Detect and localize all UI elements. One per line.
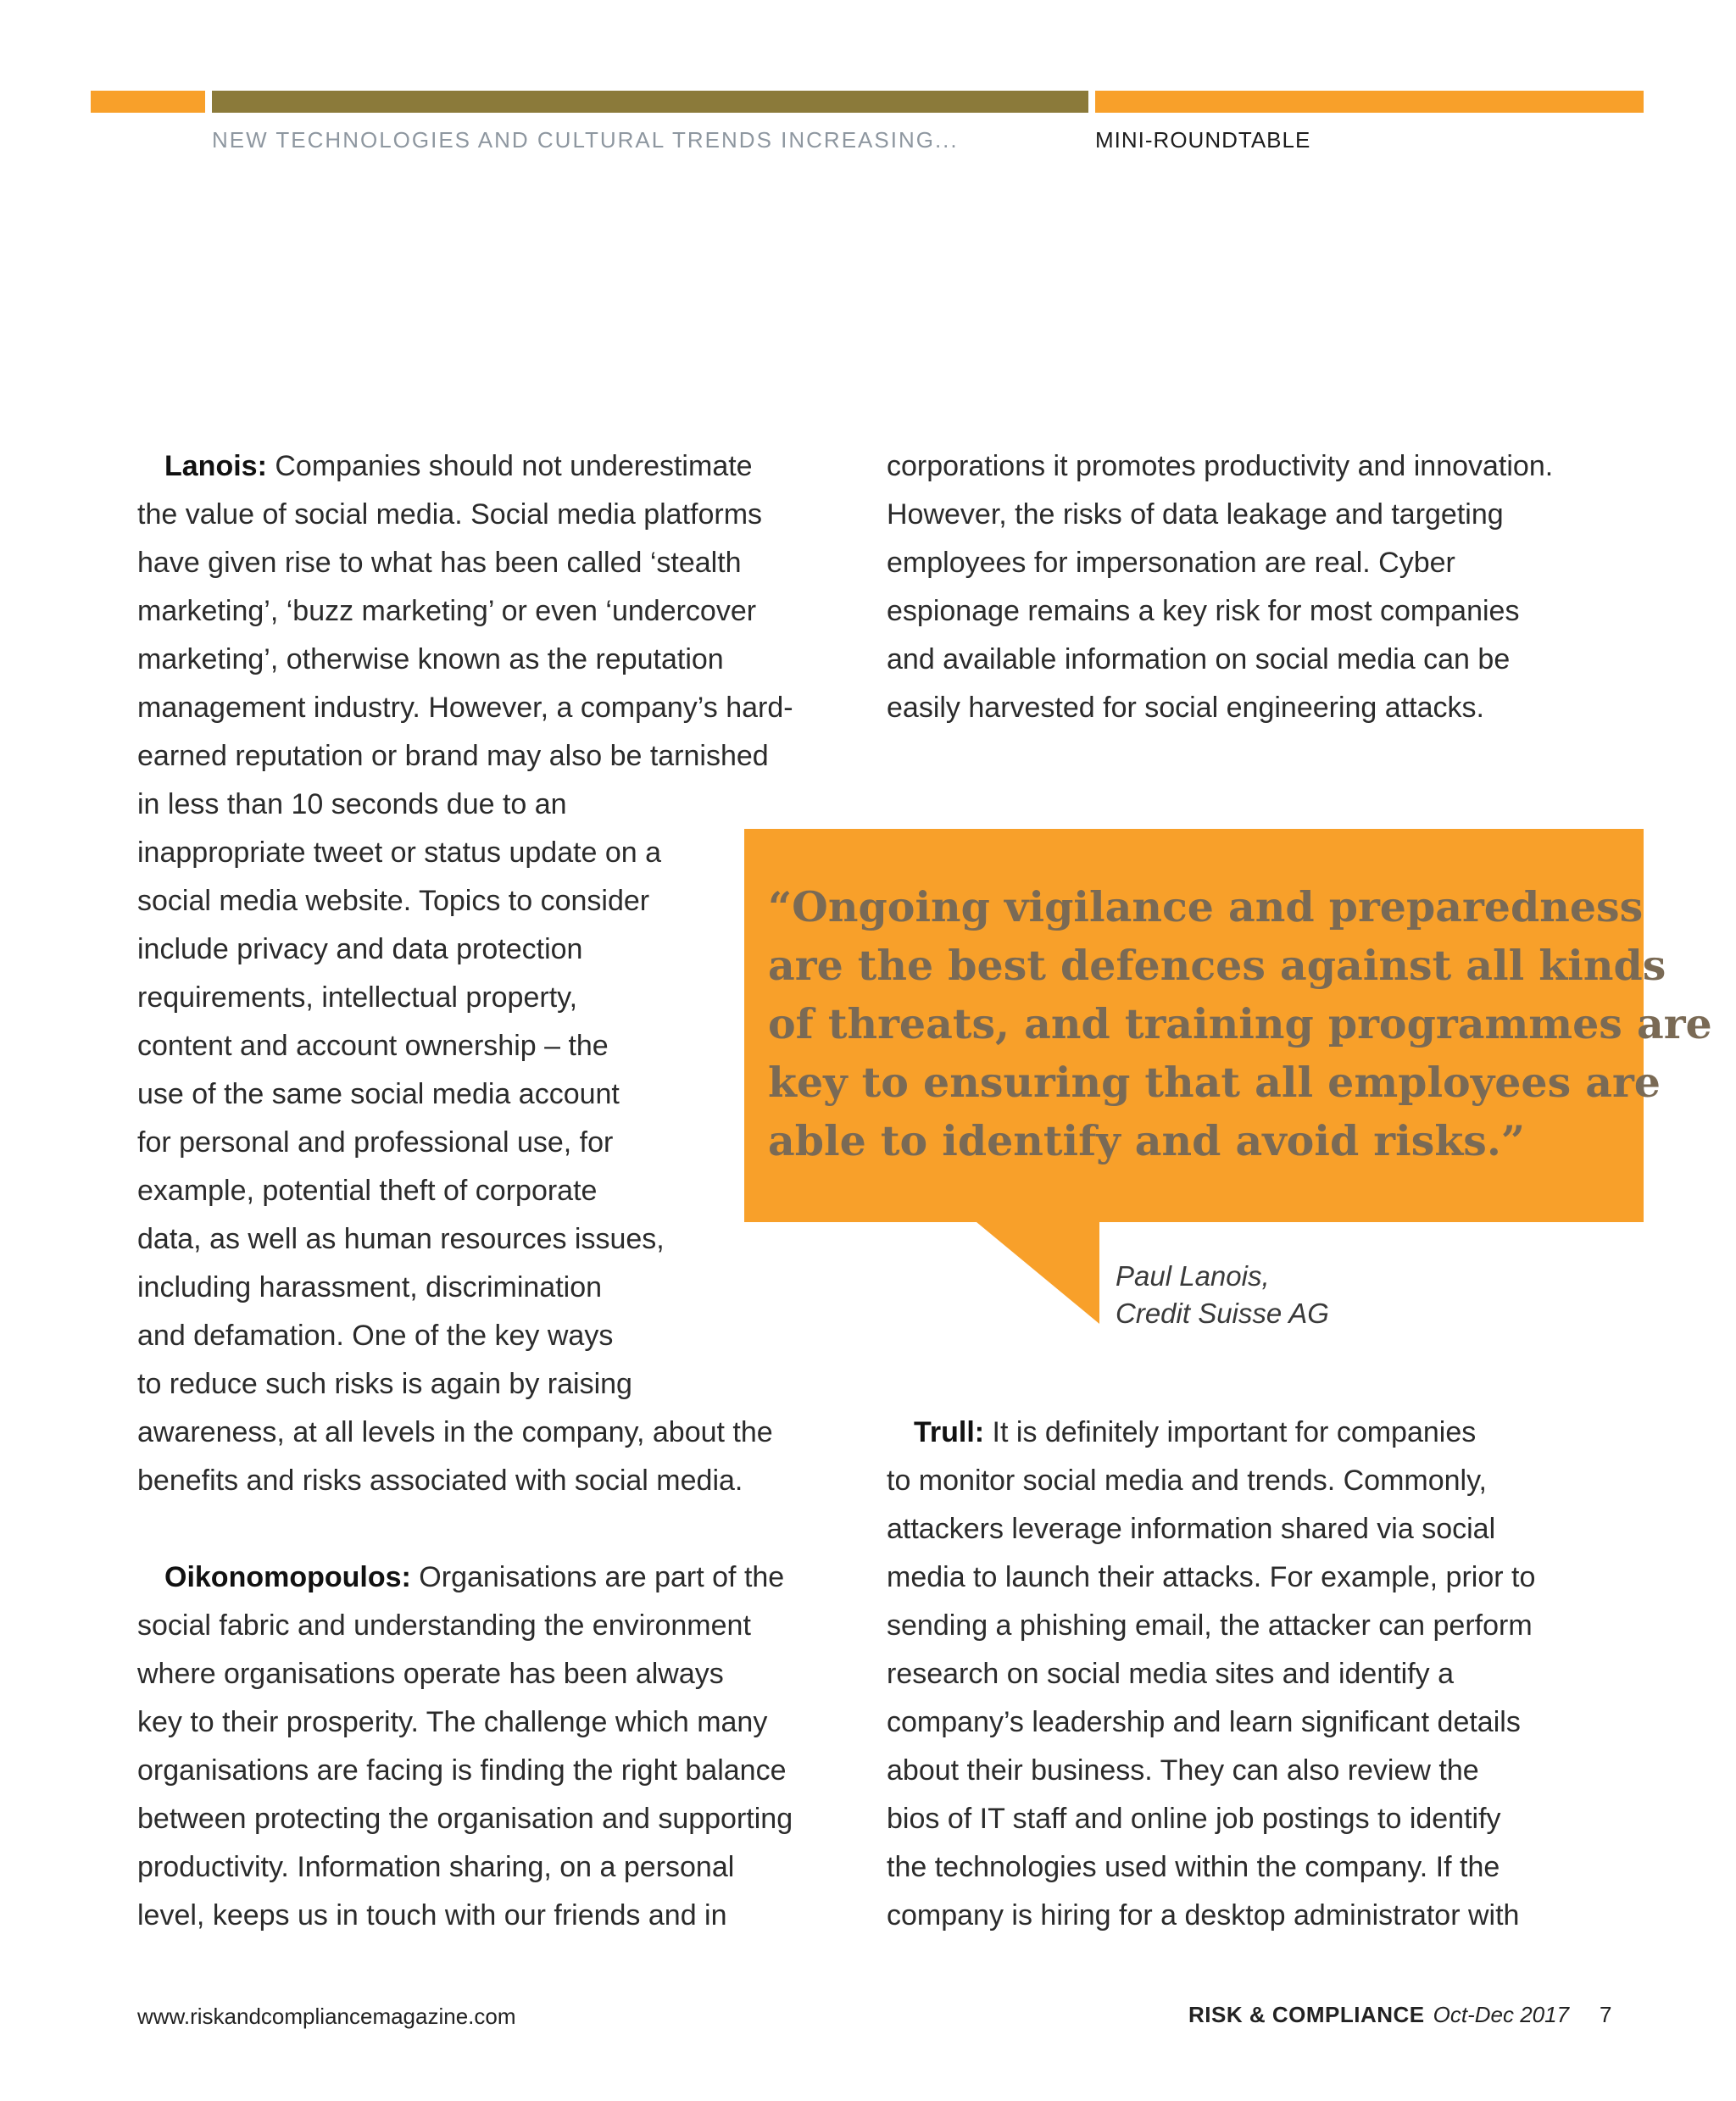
text-line: [137, 442, 793, 491]
line-text: inappropriate tweet or status update on a: [137, 837, 662, 869]
text-line: [887, 442, 1553, 491]
text-line: [887, 1505, 1535, 1554]
section-label: MINI-ROUNDTABLE: [1095, 127, 1311, 153]
line-text: to reduce such risks is again by raising: [137, 1368, 632, 1400]
line-text: media to launch their attacks. For example, prior to: [887, 1561, 1536, 1593]
text-line: [137, 1022, 793, 1070]
text-line: [137, 974, 793, 1022]
footer-website-link[interactable]: www.riskandcompliancemagazine.com: [137, 2004, 516, 2029]
text-line: [137, 1602, 793, 1650]
line-text: attackers leverage information shared via social: [887, 1513, 1496, 1545]
text-line: [887, 636, 1553, 684]
text-line: [137, 1795, 793, 1843]
text-line: [887, 1409, 1535, 1457]
text-line: [887, 1795, 1535, 1843]
text-line: [137, 1747, 793, 1795]
quote-line: key to ensuring that all employees are: [768, 1058, 1661, 1107]
text-line: [137, 491, 793, 539]
text-line: [137, 1360, 793, 1409]
header-accent-bar-left: [91, 91, 205, 113]
line-text: social media website. Topics to consider: [137, 885, 650, 917]
text-line: [887, 1747, 1535, 1795]
line-text: where organisations operate has been always: [137, 1658, 724, 1690]
quote-line: able to identify and avoid risks.”: [768, 1116, 1526, 1165]
text-line: [137, 1070, 793, 1119]
text-line: [887, 1457, 1535, 1505]
header-accent-bar-middle: [212, 91, 1088, 113]
text-line: [137, 1457, 793, 1505]
line-text: use of the same social media account: [137, 1078, 620, 1110]
text-line: [137, 1409, 793, 1457]
attribution-name: Paul Lanois,: [1116, 1260, 1270, 1292]
text-line: [137, 587, 793, 636]
line-text: and defamation. One of the key ways: [137, 1320, 614, 1352]
footer-publication: [1188, 2002, 1612, 2028]
text-line: [137, 1264, 793, 1312]
line-text: marketing’, ‘buzz marketing’ or even ‘undercover: [137, 595, 757, 627]
text-line: [887, 1602, 1535, 1650]
line-text: the technologies used within the company. If the: [887, 1851, 1500, 1883]
line-text: and available information on social media can be: [887, 643, 1511, 675]
pull-quote-text: [768, 878, 1712, 1170]
line-text: in less than 10 seconds due to an: [137, 788, 567, 820]
speaker-name: Oikonomopoulos:: [164, 1561, 411, 1593]
header-accent-bar-right: [1095, 91, 1644, 113]
text-line: [887, 684, 1553, 732]
line-text: company’s leadership and learn significant details: [887, 1706, 1521, 1738]
text-line: [137, 539, 793, 587]
text-line: [137, 925, 793, 974]
text-line: [137, 781, 793, 829]
line-text: about their business. They can also review the: [887, 1754, 1479, 1787]
line-text: bios of IT staff and online job postings to identify: [887, 1803, 1501, 1835]
page-number: 7: [1600, 2002, 1612, 2027]
speaker-name: Trull:: [914, 1416, 985, 1448]
line-text: sending a phishing email, the attacker can perform: [887, 1609, 1533, 1642]
line-text: employees for impersonation are real. Cyber: [887, 547, 1455, 579]
text-line: [137, 1554, 793, 1602]
line-text: marketing’, otherwise known as the reputation: [137, 643, 724, 675]
line-text: social fabric and understanding the environment: [137, 1609, 751, 1642]
line-text: earned reputation or brand may also be tarnished: [137, 740, 769, 772]
line-text: Companies should not underestimate: [266, 450, 753, 482]
attribution-company: Credit Suisse AG: [1116, 1298, 1329, 1329]
quote-line: “Ongoing vigilance and preparedness: [768, 882, 1644, 931]
line-text: example, potential theft of corporate: [137, 1175, 598, 1207]
line-text: the value of social media. Social media platforms: [137, 498, 763, 531]
footer-issue: Oct-Dec 2017: [1433, 2002, 1570, 2027]
line-text: requirements, intellectual property,: [137, 981, 578, 1014]
line-text: However, the risks of data leakage and targeting: [887, 498, 1504, 531]
pull-quote-pointer: [976, 1222, 1099, 1324]
text-line: [887, 1843, 1535, 1892]
text-line: [137, 636, 793, 684]
line-text: research on social media sites and identify a: [887, 1658, 1455, 1690]
line-text: include privacy and data protection: [137, 933, 583, 965]
line-text: easily harvested for social engineering attacks.: [887, 692, 1484, 724]
text-line: [887, 587, 1553, 636]
text-line: [137, 1119, 793, 1167]
pull-quote-attribution: [1116, 1258, 1329, 1332]
line-text: corporations it promotes productivity and innovation.: [887, 450, 1554, 482]
footer-brand: RISK & COMPLIANCE: [1188, 2002, 1425, 2027]
text-line: [887, 1554, 1535, 1602]
quote-line: are the best defences against all kinds: [768, 941, 1666, 990]
text-line: [137, 732, 793, 781]
line-text: awareness, at all levels in the company, about the: [137, 1416, 773, 1448]
line-text: to monitor social media and trends. Commonly,: [887, 1465, 1488, 1497]
line-text: have given rise to what has been called ‘stealth: [137, 547, 742, 579]
line-text: company is hiring for a desktop administrator with: [887, 1899, 1520, 1931]
text-line: [137, 1892, 793, 1940]
running-head: NEW TECHNOLOGIES AND CULTURAL TRENDS INCREASING...: [212, 127, 959, 153]
line-text: management industry. However, a company’s hard-: [137, 692, 793, 724]
line-text: espionage remains a key risk for most companies: [887, 595, 1520, 627]
paragraph-continuation: [887, 442, 1553, 732]
text-line: [137, 1215, 793, 1264]
text-line: [137, 684, 793, 732]
text-line: [137, 829, 793, 877]
text-line: [887, 491, 1553, 539]
paragraph-lanois: [137, 442, 793, 1505]
line-text: key to their prosperity. The challenge which many: [137, 1706, 768, 1738]
line-text: data, as well as human resources issues,: [137, 1223, 665, 1255]
line-text: organisations are facing is finding the right balance: [137, 1754, 787, 1787]
line-text: benefits and risks associated with social media.: [137, 1465, 743, 1497]
line-text: for personal and professional use, for: [137, 1126, 614, 1159]
line-text: including harassment, discrimination: [137, 1271, 603, 1303]
line-text: productivity. Information sharing, on a personal: [137, 1851, 735, 1883]
text-line: [137, 1650, 793, 1698]
line-text: content and account ownership – the: [137, 1030, 609, 1062]
text-line: [887, 539, 1553, 587]
text-line: [137, 877, 793, 925]
line-text: It is definitely important for companies: [984, 1416, 1477, 1448]
text-line: [887, 1698, 1535, 1747]
text-line: [137, 1698, 793, 1747]
text-line: [887, 1650, 1535, 1698]
quote-line: of threats, and training programmes are: [768, 999, 1712, 1048]
paragraph-trull: [887, 1409, 1535, 1940]
paragraph-oikonomopoulos: [137, 1554, 793, 1940]
speaker-name: Lanois:: [164, 450, 267, 482]
line-text: Organisations are part of the: [410, 1561, 785, 1593]
line-text: between protecting the organisation and supporting: [137, 1803, 793, 1835]
line-text: level, keeps us in touch with our friends and in: [137, 1899, 727, 1931]
pull-quote-box: [744, 829, 1712, 1222]
text-line: [137, 1167, 793, 1215]
text-line: [137, 1312, 793, 1360]
text-line: [887, 1892, 1535, 1940]
text-line: [137, 1843, 793, 1892]
